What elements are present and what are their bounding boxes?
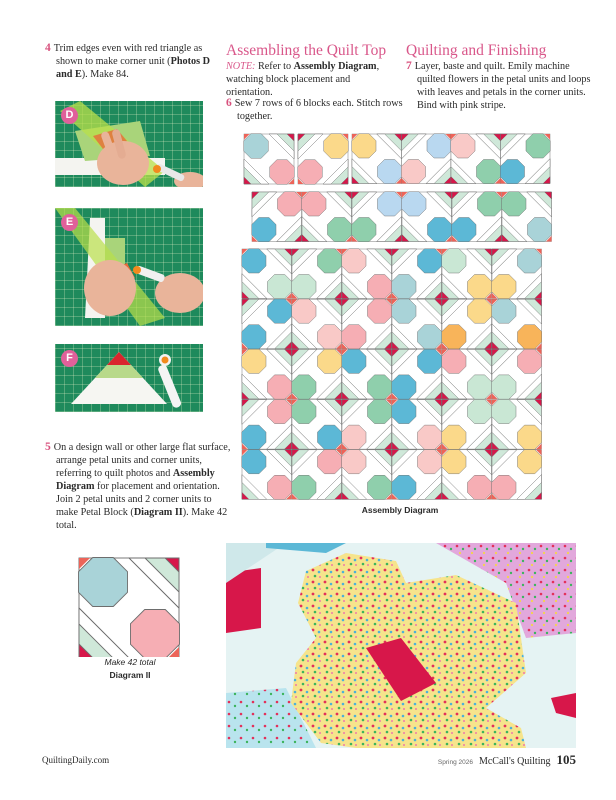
footer-magazine: McCall's Quilting (478, 756, 551, 767)
step-7: 7 Layer, baste and quilt. Emily machine quilted flowers in the petal units and loops with leaves and petals in the corner units. Bind with pink stripe. (406, 60, 591, 111)
diagram-ii-block (77, 556, 183, 657)
footer-website: QuiltingDaily.com (42, 755, 110, 765)
footer-issue: Spring 2026 (437, 759, 473, 766)
step-number: 5 (45, 441, 51, 453)
photo-label-d: D (61, 107, 78, 124)
step-4: 4 Trim edges even with red triangle as shown to make corner unit (Photos D and E). Make 84. (45, 42, 210, 80)
step-number: 4 (45, 42, 51, 54)
step-number: 7 (406, 60, 412, 72)
photo-e (55, 208, 203, 326)
step-5: 5 On a design wall or other large flat surface, arrange petal units and corner units, referring to quilt photos and Assembly Diagram for placement and orientation. Join 2 petal units and 2 corner units to make Petal Block (Diagram II). Make 42 total. (45, 441, 231, 531)
photo-label-e: E (61, 214, 78, 231)
quilt-photo-illustration (226, 543, 576, 748)
note-label: NOTE: (226, 61, 256, 72)
quilt-closeup-photo (226, 543, 576, 748)
quilting-heading: Quilting and Finishing (406, 42, 547, 59)
assembly-diagram (240, 132, 560, 500)
assembling-note: NOTE: Refer to Assembly Diagram, watching block placement and orientation. (226, 61, 380, 98)
assembling-heading: Assembling the Quilt Top (226, 42, 387, 59)
footer-right (438, 752, 576, 768)
diagram-ii-make-label: Make 42 total (104, 657, 156, 667)
assembly-diagram-caption: Assembly Diagram (361, 505, 439, 515)
photo-f (55, 344, 203, 412)
step-number: 6 (226, 97, 232, 109)
photo-label-f: F (61, 350, 78, 367)
diagram-ii-title: Diagram II (109, 670, 151, 680)
photo-d (55, 101, 203, 187)
page-number: 105 (556, 752, 576, 767)
step-6: 6 Sew 7 rows of 6 blocks each. Stitch rows together. (226, 97, 403, 122)
